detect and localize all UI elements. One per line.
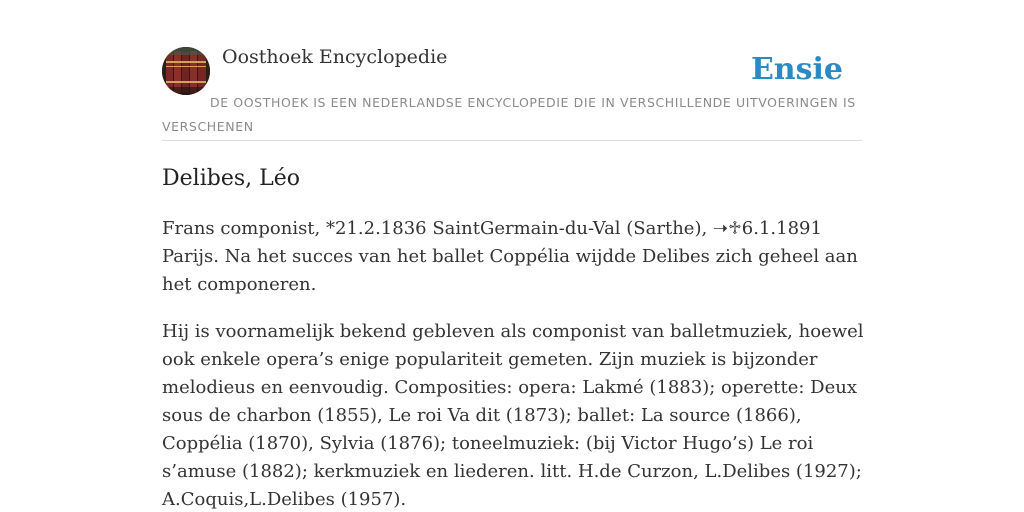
article — [162, 163, 872, 512]
site-tagline: DE OOSTHOEK IS EEN NEDERLANDSE ENCYCLOPEDIE DIE IN VERSCHILLENDE UITVOERINGEN IS VERSCHENEN — [162, 95, 856, 134]
books-image — [162, 47, 210, 95]
ensie-logo[interactable]: Ensie — [750, 52, 843, 87]
encyclopedia-books-avatar[interactable] — [162, 47, 210, 95]
site-header — [162, 46, 862, 141]
article-title: Delibes, Léo — [162, 166, 300, 191]
site-title[interactable]: Oosthoek Encyclopedie — [222, 46, 448, 68]
article-paragraph: Hij is voornamelijk bekend gebleven als componist van balletmuziek, hoewel ook enkele opera’s enige populariteit gemeten. Zijn muziek is bijzonder melodieus en eenvoudig. Composities: opera: Lakmé (1883); operette: Deux sous de charbon (1855), Le roi Va dit (1873); ballet: La source (1866), Coppélia (1870), Sylvia (1876); toneelmuziek: (bij Victor Hugo’s) Le roi s’amuse (1882); kerkmuziek en liederen. litt. H.de Curzon, L.Delibes (1927); A.Coquis,L.Delibes (1957). — [162, 321, 864, 510]
article-paragraph: Frans componist, *21.2.1836 SaintGermain-du-Val (Sarthe), ➝♱6.1.1891 Parijs. Na het succes van het ballet Coppélia wijdde Delibes zich geheel aan het componeren. — [162, 218, 858, 295]
